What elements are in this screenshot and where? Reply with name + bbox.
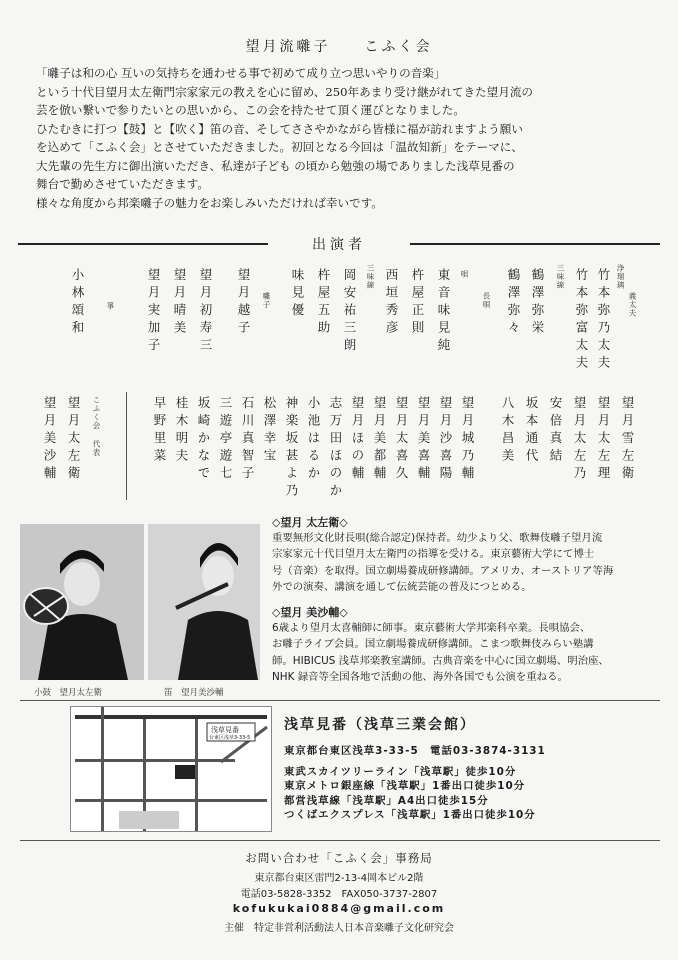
performer-name: 望月晴美 (172, 268, 187, 338)
column-divider (126, 392, 127, 500)
performer-name: 望月雪左衛 (620, 396, 635, 484)
performer-name: 石川真智子 (240, 396, 255, 484)
performer-name: 小林頌和 (70, 268, 85, 338)
performer-name: 小池はるか (306, 396, 321, 484)
intro-line: を込めて「こふく会」とさせていただきました。初回となる今回は「温故知新」をテーマに、 (36, 140, 523, 154)
performer-name: 望月初寿三 (198, 268, 213, 356)
performer-name: 望月太喜久 (394, 396, 409, 484)
performers-heading: 出演者 (312, 237, 366, 253)
intro-line: 舞台で勤めさせていただきます。 (36, 177, 209, 191)
page-title: 望月流囃子 こふく会 (245, 39, 433, 55)
contact-phone: 電話03-5828-3352 FAX050-3737-2807 (240, 889, 438, 900)
performer-name: 坂崎かなで (196, 396, 211, 484)
bio-line: 号（音楽）を取得。国立劇場養成研修講師。アメリカ、オーストリア等海 (272, 564, 614, 577)
performer-role: 囃子 (262, 292, 271, 309)
intro-line: 芸を倣い繋いで参りたいとの思いから、この会を持たせて頂く運びとなりました。 (36, 103, 465, 117)
performer-name: 鶴澤弥栄 (530, 268, 545, 338)
contact-heading: お問い合わせ「こふく会」事務局 (245, 851, 433, 865)
performer-name: 望月ほの輔 (350, 396, 365, 484)
bio-tazaemon (272, 514, 652, 595)
performer-name: 望月太左理 (596, 396, 611, 484)
bio-line: 6歳より望月太喜輔師に師事。東京藝術大学邦楽科卒業。長唄協会、 (272, 622, 591, 634)
venue-address: 東京都台東区浅草3-33-5 電話03-3874-3131 (284, 745, 546, 757)
intro-text (36, 64, 656, 212)
intro-line: という十代目望月太左衛門宗家家元の教えを心に留め、250年あまり受け継がれてきた望月流の (36, 84, 534, 99)
performer-name: 望月実加子 (146, 268, 161, 356)
map-sublabel: 台東区浅草3-33-5 (209, 735, 251, 741)
photo-misasuke (148, 524, 260, 680)
contact-address: 東京都台東区雷門2-13-4岡本ビル2階 (254, 873, 424, 884)
performer-name: 望月太左乃 (572, 396, 587, 484)
performer-name: 西垣秀彦 (384, 268, 399, 338)
bio-line: 外での演奏、講演を通して伝統芸能の普及につとめる。 (272, 580, 532, 593)
performer-role: 唄 (460, 270, 469, 279)
performers-header (18, 232, 660, 254)
performer-name: 望月太左衛 (66, 396, 81, 484)
access-map (70, 706, 272, 832)
bio-line: NHK 録音等全国各地で活動の他、海外各国でも公演を重ねる。 (272, 670, 568, 683)
performer-name: 松澤幸宝 (262, 396, 277, 466)
venue-info (284, 714, 546, 823)
bio-line: 重要無形文化財長唄(総合認定)保持者。幼少より父、歌舞伎囃子望月流 (272, 532, 603, 544)
performer-name: 望月城乃輔 (460, 396, 475, 484)
performer-name: 東音味見純 (436, 268, 451, 356)
performer-role: こふく会 代表 (92, 396, 101, 457)
performer-name: 望月沙喜陽 (438, 396, 453, 484)
performer-name: 安倍真結 (548, 396, 563, 466)
performer-name: 神楽坂甚よ乃 (284, 396, 299, 501)
performer-role: 義太夫 (628, 292, 637, 318)
venue-access: つくばエクスプレス「浅草駅」1番出口徒歩10分 (284, 809, 536, 822)
performer-name: 鶴澤弥々 (506, 268, 521, 338)
performer-name: 望月美都輔 (372, 396, 387, 484)
performer-name: 杵屋正則 (410, 268, 425, 338)
photo-caption: 笛 望月美沙輔 (164, 688, 224, 698)
photo-tazaemon (20, 524, 144, 680)
bio-line: 師。HIBICUS 浅草邦楽教室講師。古典音楽を中心に国立劇場、明治座、 (272, 654, 609, 667)
performer-name: 坂本通代 (524, 396, 539, 466)
performer-name: 味見優 (290, 268, 305, 321)
performer-name: 望月越子 (236, 268, 251, 338)
map-graphic (71, 707, 271, 831)
intro-line: 様々な角度から邦楽囃子の魅力をお楽しみいただければ幸いです。 (36, 195, 383, 210)
intro-line: 大先輩の先生方に御出演いただき、私達が子ども の頃から勉強の場でありました浅草見番の (36, 158, 515, 173)
performer-role: 三味線 (366, 264, 375, 290)
performer-name: 岡安祐三朗 (342, 268, 357, 356)
performer-name: 竹本弥富太夫 (574, 268, 589, 373)
performer-name: 早野里菜 (152, 396, 167, 466)
performer-name: 桂木明夫 (174, 396, 189, 466)
performer-name: 三遊亭遊七 (218, 396, 233, 484)
performer-role: 箏 (106, 302, 115, 311)
contact-block (0, 850, 678, 934)
venue-title: 浅草見番（浅草三業会館） (284, 717, 476, 733)
performer-name: 竹本弥乃太夫 (596, 268, 611, 373)
bio-heading: ◇望月 美沙輔◇ (272, 606, 348, 619)
bio-text (272, 620, 652, 685)
map-label: 浅草見番 (211, 726, 239, 734)
bio-line: 宗家家元十代目望月太左衛門の指導を受ける。東京藝術大学にて博士 (272, 548, 595, 561)
divider (20, 840, 660, 841)
venue-details (284, 744, 546, 823)
portrait-image (20, 524, 144, 680)
performer-name: 望月美沙輔 (42, 396, 57, 484)
intro-line: 「囃子は和の心 互いの気持ちを通わせる事で初めて成り立つ思いやりの音楽」 (36, 66, 446, 80)
bio-line: お囃子ライブ会員。国立劇場養成研修講師。こまつ歌舞伎みらい塾講 (272, 638, 594, 651)
performers-row-1 (0, 262, 678, 380)
performer-role: 長唄 (482, 292, 491, 309)
photo-caption: 小鼓 望月太左衛 (34, 688, 103, 698)
venue-access: 都営浅草線「浅草駅」A4出口徒歩15分 (284, 794, 489, 807)
bio-heading: ◇望月 太左衛◇ (272, 516, 348, 529)
intro-line: ひたむきに打つ【鼓】と【吹く】笛の音、そしてささやかながら皆様に福が訪れますよう願い (36, 121, 523, 136)
performer-role: 浄瑠璃 (616, 264, 625, 290)
performer-name: 志万田ほのか (328, 396, 343, 501)
performer-name: 杵屋五助 (316, 268, 331, 338)
performer-name: 八木昌美 (500, 396, 515, 466)
bio-text (272, 530, 652, 595)
performers-row-2 (0, 390, 678, 510)
organizer: 主催 特定非営利活動法人日本音楽囃子文化研究会 (224, 923, 454, 934)
venue-access: 東武スカイツリーライン「浅草駅」徒歩10分 (284, 765, 517, 778)
performer-name: 望月美喜輔 (416, 396, 431, 484)
divider (20, 700, 660, 701)
venue-access: 東京メトロ銀座線「浅草駅」1番出口徒歩10分 (284, 780, 526, 793)
performer-role: 三味線 (556, 264, 565, 290)
contact-email[interactable]: kofukukai0884@gmail.com (232, 902, 446, 915)
bio-misasuke (272, 604, 652, 685)
portrait-image (148, 524, 260, 680)
